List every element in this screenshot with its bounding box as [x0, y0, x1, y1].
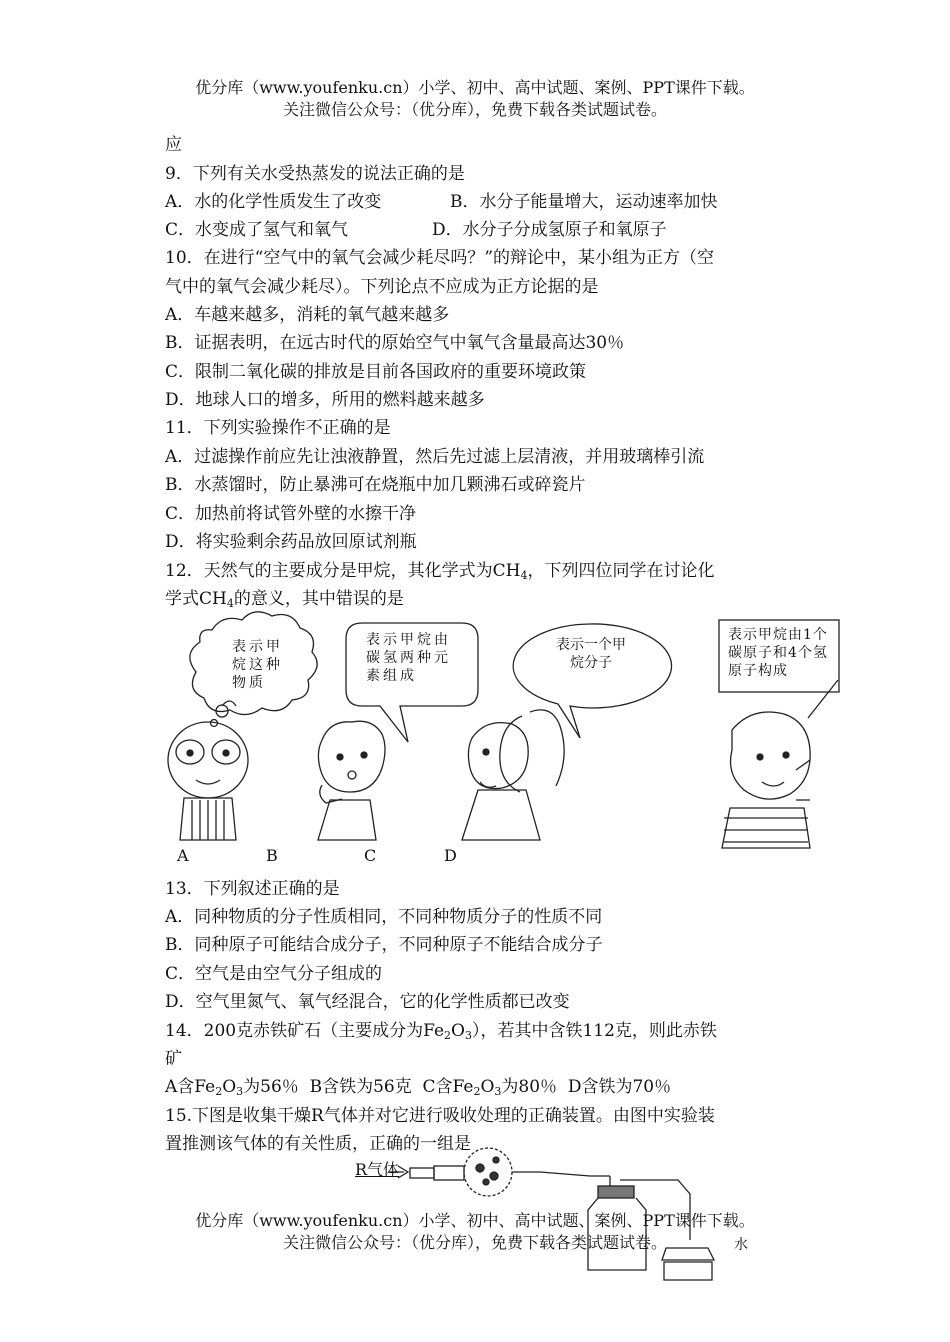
bubble-c-text: 表示一个甲烷分子: [556, 637, 626, 671]
q12-stem-line1: 12．天然气的主要成分是甲烷，其化学式为$CH_4$，下列四位同学在讨论化: [165, 561, 715, 582]
q11-stem: 11．下列实验操作不正确的是: [165, 418, 391, 438]
q14-option-b: B含铁为56克: [309, 1077, 412, 1097]
drying-tube: [464, 1148, 512, 1196]
q10-stem-line2: 气中的氧气会减少耗尽）。下列论点不应成为正方论据的是: [165, 277, 599, 297]
student-a-figure: [168, 701, 248, 840]
q11-option-a: A．过滤操作前应先让浊液静置，然后先过滤上层清液，并用玻璃棒引流: [165, 447, 705, 467]
continuation-text: 应: [165, 135, 182, 155]
q10-stem-line1: 10．在进行“空气中的氧气会减少耗尽吗？”的辩论中，某小组为正方（空: [165, 248, 715, 268]
bubble-a-text: 表示甲烷这种物质: [232, 639, 283, 691]
bubble-d-text: 表示甲烷由1个碳原子和4个氢原子构成: [728, 627, 828, 679]
q15-stem-line1: 15.下图是收集干燥R气体并对它进行吸收处理的正确装置。由图中实验装: [165, 1106, 715, 1126]
q14-stem-line2: 矿: [165, 1049, 182, 1069]
q13-option-b: B．同种原子可能结合成分子，不同种原子不能结合成分子: [165, 935, 603, 955]
figure-label-b: B: [266, 846, 278, 865]
q12-stem-line2: 学式$CH_4$的意义，其中错误的是: [165, 589, 404, 610]
q14-option-c: C含$Fe_2O_3$为80％: [422, 1077, 558, 1098]
q10-option-c: C．限制二氧化碳的排放是目前各国政府的重要环境政策: [165, 362, 587, 382]
q9-option-c: C．水变成了氢气和氧气: [165, 220, 349, 240]
figure-label-d: D: [444, 846, 457, 865]
student-c-figure: [462, 710, 564, 840]
bubble-b-text: 表示甲烷由碳氢两种元素组成: [366, 632, 451, 684]
page-header-line1: 优分库（www.youfenku.cn）小学、初中、高中试题、案例、PPT课件下载。: [195, 78, 755, 97]
q14-stem-line1: 14．200克赤铁矿石（主要成分为$Fe_2O_3$），若其中含铁112克，则此赤铁: [165, 1021, 717, 1042]
q9-option-d: D．水分子分成氢原子和氧原子: [432, 220, 667, 240]
student-d-figure: [722, 712, 810, 848]
q10-option-b: B．证据表明，在远古时代的原始空气中氧气含量最高达30％: [165, 333, 625, 353]
q15-water-label: 水: [734, 1237, 748, 1253]
q10-option-d: D．地球人口的增多，所用的燃料越来越多: [165, 390, 485, 410]
q13-option-a: A．同种物质的分子性质相同，不同种物质分子的性质不同: [165, 907, 603, 927]
page-footer-line1: 优分库（www.youfenku.cn）小学、初中、高中试题、案例、PPT课件下载。: [195, 1211, 755, 1230]
q15-gas-label: R气体: [355, 1160, 400, 1179]
q13-option-d: D．空气里氮气、氧气经混合，它的化学性质都已改变: [165, 992, 570, 1012]
q11-option-c: C．加热前将试管外壁的水擦干净: [165, 504, 417, 524]
q14-options: [165, 1075, 671, 1099]
q13-option-c: C．空气是由空气分子组成的: [165, 964, 383, 984]
figure-label-c: C: [364, 846, 377, 865]
q14-option-d: D含铁为70％: [567, 1077, 672, 1097]
page-footer-line2: 关注微信公众号：（优分库），免费下载各类试题试卷。: [282, 1233, 667, 1252]
collecting-bottle-stopper: [598, 1186, 634, 1198]
q10-option-a: A．车越来越多，消耗的氧气越来越多: [165, 305, 450, 325]
student-b-figure: [318, 721, 385, 840]
q9-option-b: B．水分子能量增大，运动速率加快: [450, 192, 718, 212]
q14-option-a: A含$Fe_2O_3$为56％: [165, 1077, 299, 1098]
q15-stem-line2: 置推测该气体的有关性质，正确的一组是: [165, 1134, 471, 1154]
q13-stem: 13．下列叙述正确的是: [165, 879, 340, 899]
q11-option-b: B．水蒸馏时，防止暴沸可在烧瓶中加几颗沸石或碎瓷片: [165, 475, 586, 495]
q11-option-d: D．将实验剩余药品放回原试剂瓶: [165, 532, 417, 552]
page-header-line2: 关注微信公众号：（优分库），免费下载各类试题试卷。: [282, 100, 667, 119]
figure-label-a: A: [177, 846, 189, 865]
q9-stem: 9．下列有关水受热蒸发的说法正确的是: [165, 164, 465, 184]
q9-option-a: A．水的化学性质发生了改变: [165, 192, 382, 212]
